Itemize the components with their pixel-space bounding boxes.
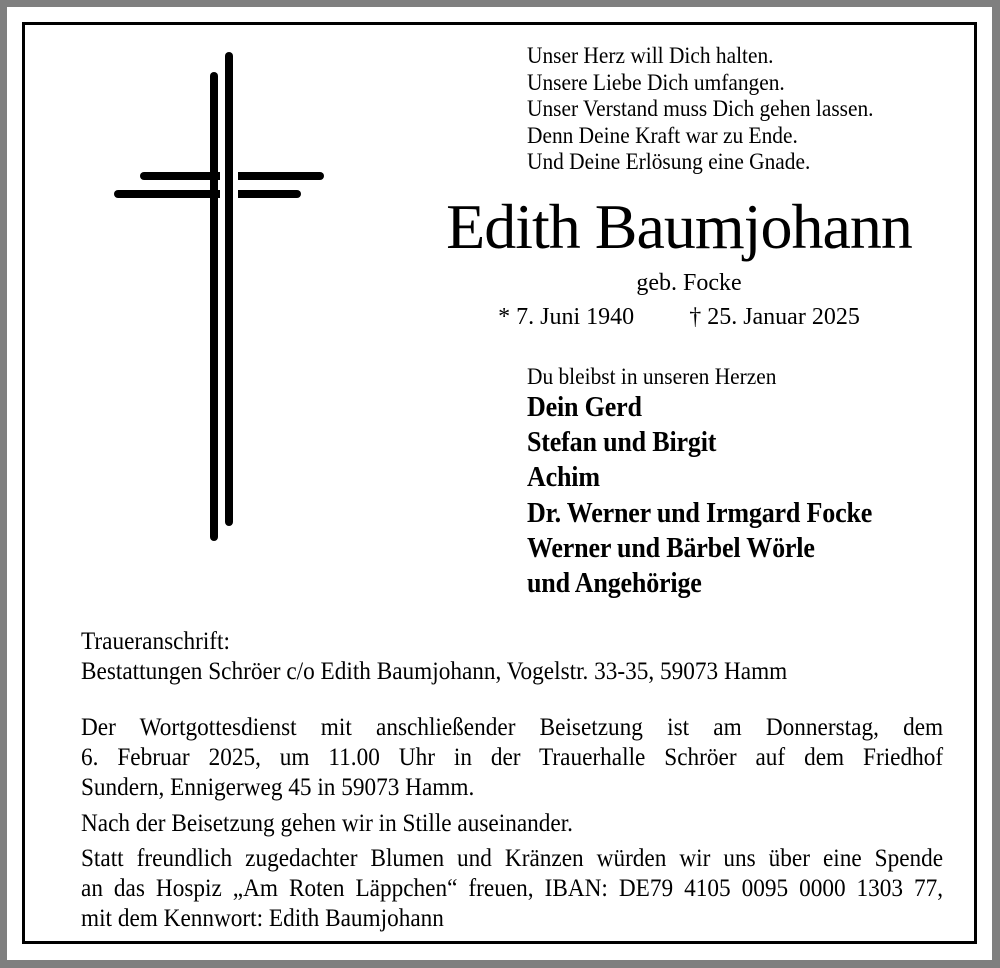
mourners-intro: Du bleibst in unseren Herzen bbox=[527, 364, 777, 389]
mourner-name: Stefan und Birgit bbox=[527, 427, 717, 459]
obituary-card bbox=[7, 7, 992, 960]
memorial-cross-icon bbox=[102, 47, 332, 547]
life-dates bbox=[429, 303, 929, 331]
poem-line: Und Deine Erlösung eine Gnade. bbox=[527, 149, 811, 174]
service-line: Der Wortgottesdienst mit anschließender Beisetzung ist am Donnerstag, dem bbox=[81, 714, 944, 741]
deceased-name: Edith Baumjohann bbox=[446, 191, 912, 262]
donation-paragraph bbox=[81, 844, 943, 934]
mourners-list bbox=[527, 390, 872, 601]
poem-line: Unser Herz will Dich halten. bbox=[527, 43, 774, 68]
maiden-name: geb. Focke bbox=[636, 270, 742, 296]
poem-line: Unsere Liebe Dich umfangen. bbox=[527, 69, 785, 95]
donation-line: an das Hospiz „Am Roten Läppchen“ freuen, IBAN: DE79 4105 0095 0000 1303 77, bbox=[81, 875, 944, 902]
service-info-paragraph bbox=[81, 713, 943, 803]
mourner-name: Dein Gerd bbox=[527, 392, 642, 423]
death-date: † 25. Januar 2025 bbox=[689, 304, 860, 330]
farewell-note bbox=[81, 809, 943, 839]
memorial-poem bbox=[527, 43, 874, 176]
mourning-address-line: Bestattungen Schröer c/o Edith Baumjohann, Vogelstr. 33-35, 59073 Hamm bbox=[81, 658, 788, 685]
mourning-address-block bbox=[81, 627, 943, 687]
mourner-name: Dr. Werner und Irmgard Focke bbox=[527, 497, 873, 529]
poem-line: Unser Verstand muss Dich gehen lassen. bbox=[527, 96, 874, 121]
mourner-name: und Angehörige bbox=[527, 568, 702, 600]
donation-line: mit dem Kennwort: Edith Baumjohann bbox=[81, 905, 444, 932]
mourner-name: Achim bbox=[527, 462, 600, 494]
mourning-address-label: Traueranschrift: bbox=[81, 628, 230, 655]
poem-line: Denn Deine Kraft war zu Ende. bbox=[527, 122, 798, 148]
mourner-name: Werner und Bärbel Wörle bbox=[527, 532, 815, 564]
birth-date: * 7. Juni 1940 bbox=[498, 304, 635, 330]
service-line: Sundern, Ennigerweg 45 in 59073 Hamm. bbox=[81, 774, 475, 801]
donation-line: Statt freundlich zugedachter Blumen und Kränzen würden wir uns über eine Spende bbox=[81, 845, 944, 872]
service-line: 6. Februar 2025, um 11.00 Uhr in der Trauerhalle Schröer auf dem Friedhof bbox=[81, 744, 944, 771]
farewell-line: Nach der Beisetzung gehen wir in Stille auseinander. bbox=[81, 810, 573, 837]
